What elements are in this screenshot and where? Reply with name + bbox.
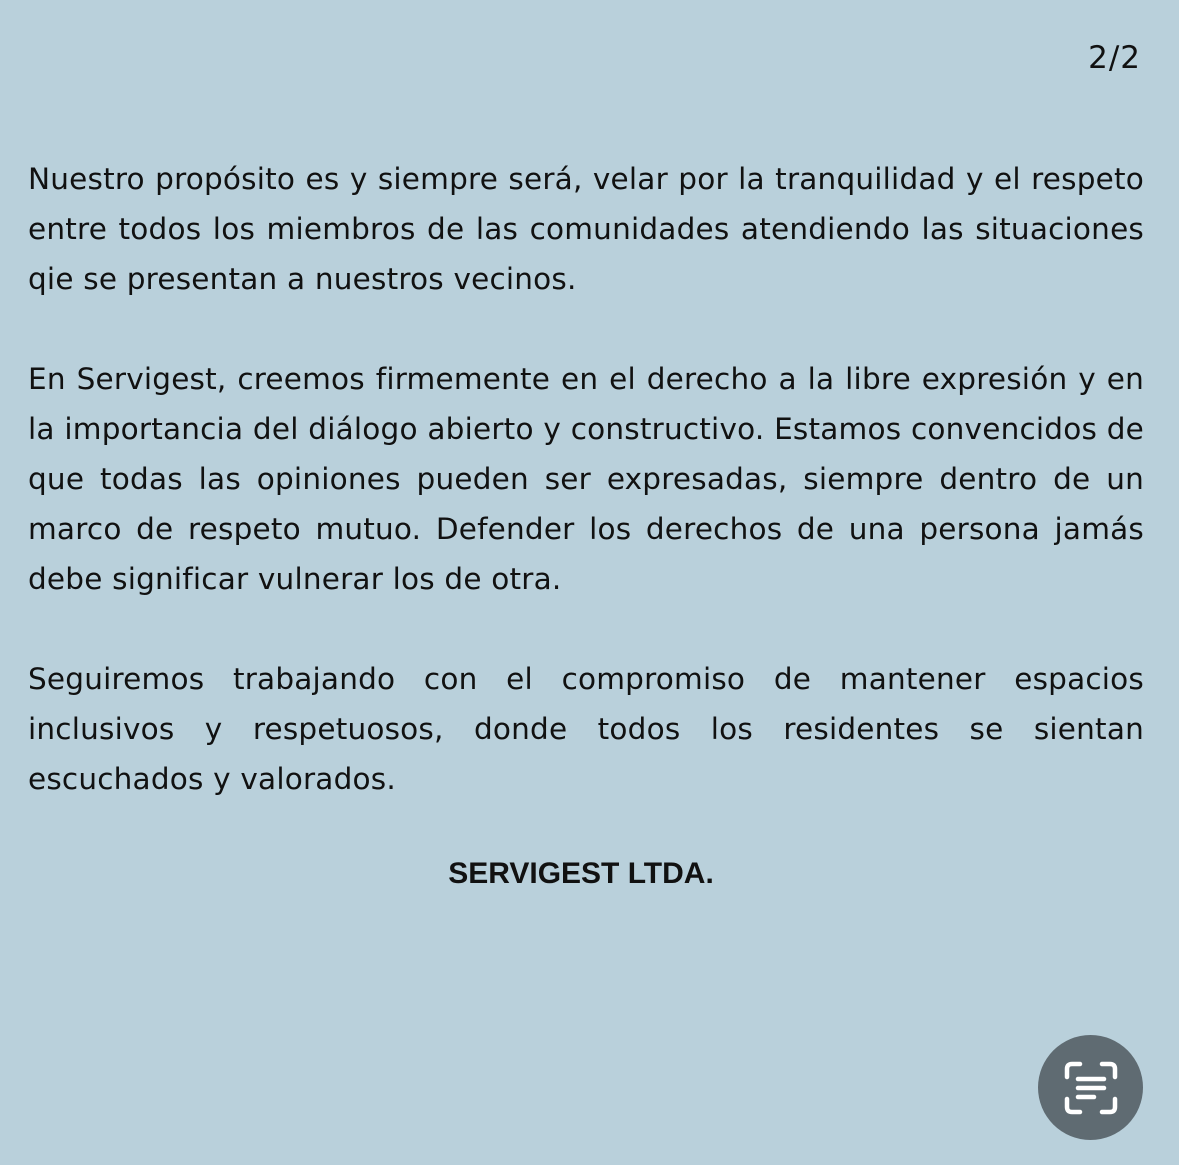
paragraph-purpose: Nuestro propósito es y siempre será, velar por la tranquilidad y el respeto entre todos los miembros de las comunidades atendiendo las situaciones qie se presentan a nuestros vecinos. [28, 162, 1144, 296]
signature: SERVIGEST LTDA. [448, 857, 714, 890]
paragraph-commitment: Seguiremos trabajando con el compromiso de mantener espacios inclusivos y respetuosos, donde todos los residentes se sientan escuchados y valorados. [28, 662, 1144, 796]
text-scan-icon [1061, 1058, 1121, 1118]
message-body [28, 154, 1144, 854]
page-counter: 2/2 [1088, 40, 1141, 76]
text-scan-button[interactable] [1038, 1035, 1143, 1140]
paragraph-free-expression: En Servigest, creemos firmemente en el derecho a la libre expresión y en la importancia del diálogo abierto y constructivo. Estamos convencidos de que todas las opiniones pueden ser expresadas, siempre dentro de un marco de respeto mutuo. Defender los derechos de una persona jamás debe significar vulnerar los de otra. [28, 362, 1144, 596]
